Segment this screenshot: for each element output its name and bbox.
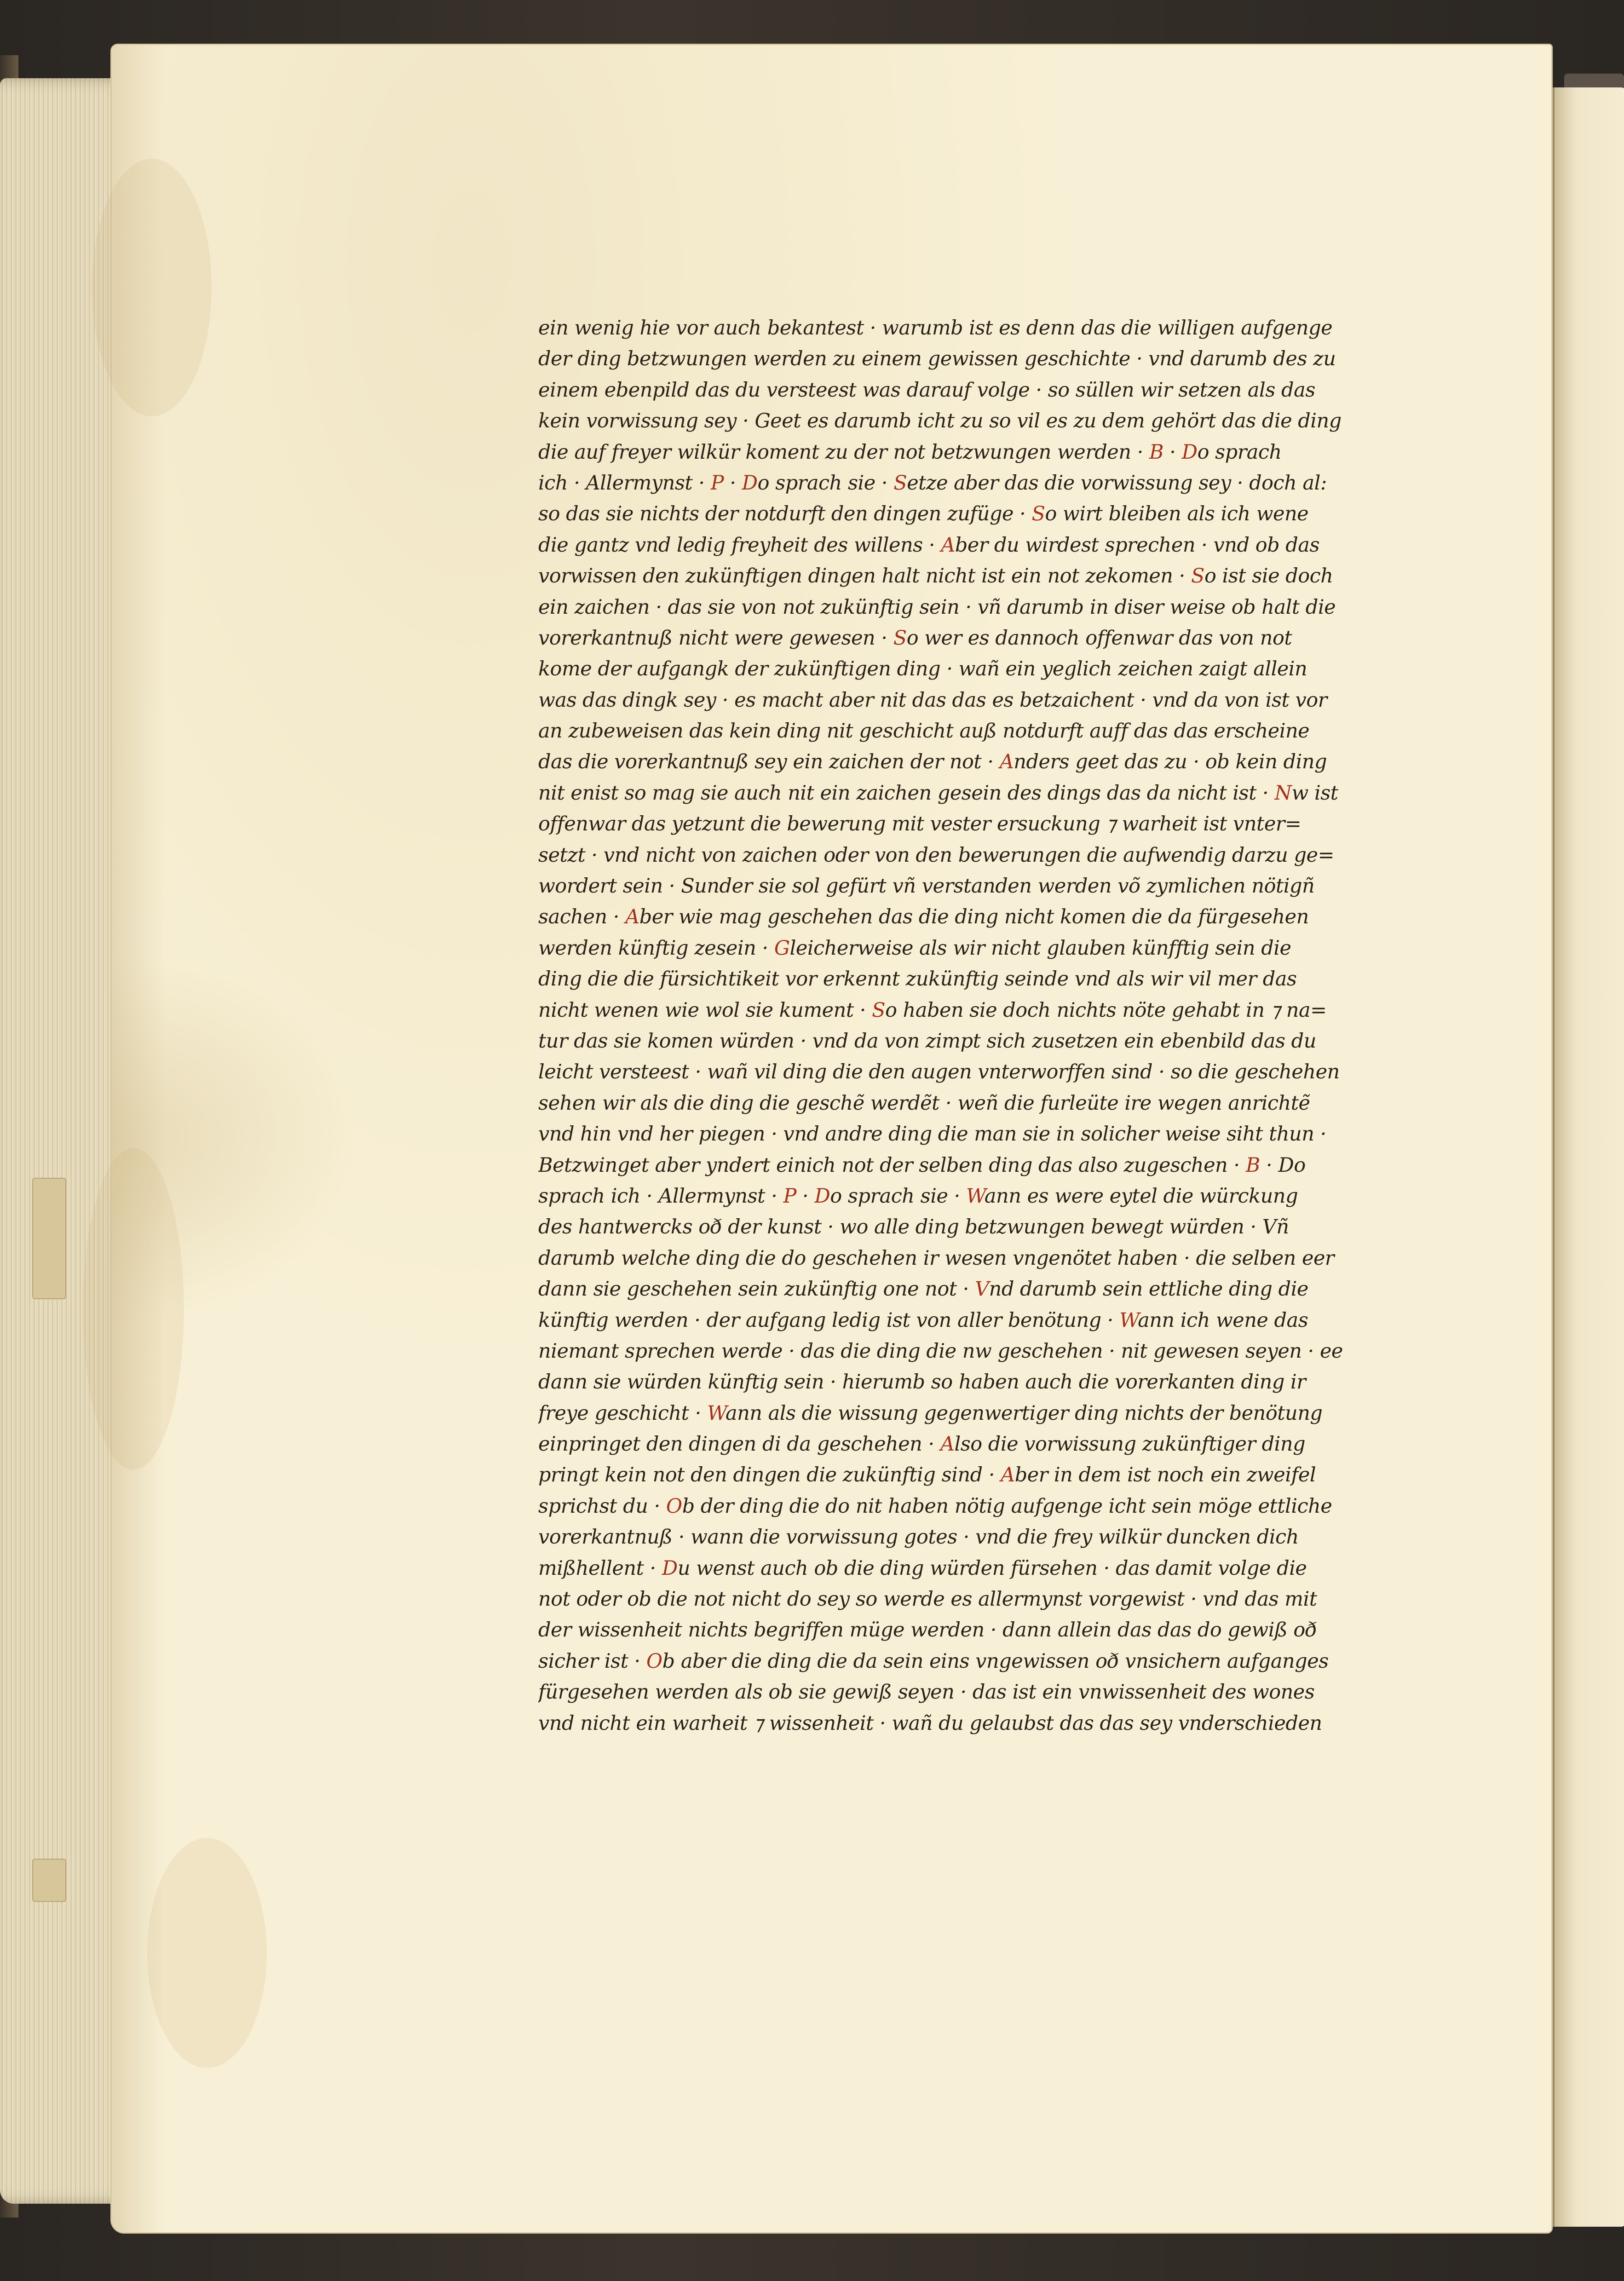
text-line: die auf freyer wilkür koment zu der not betzwungen werden · B · Do sprach — [538, 440, 1282, 464]
rubric-initial: W — [966, 1184, 985, 1208]
rubric-initial: A — [1001, 1463, 1015, 1487]
text-line: setzt · vnd nicht von zaichen oder von den bewerungen die aufwendig darzu ge= — [538, 843, 1335, 867]
rubric-initial: A — [999, 750, 1014, 774]
text-line: einpringet den dingen di da geschehen · Also die vorwissung zukünftiger ding — [538, 1433, 1306, 1456]
text-line: vorwissen den zukünftigen dingen halt nicht ist ein not zekomen · So ist sie doch — [538, 564, 1333, 588]
text-line: sehen wir als die ding die geschẽ werdẽt · weñ die furleüte ire wegen anrichtẽ — [538, 1091, 1310, 1115]
text-line: sicher ist · Ob aber die ding die da sein eins vngewissen oð vnsichern aufganges — [538, 1649, 1329, 1673]
text-line: die gantz vnd ledig freyheit des willens · Aber du wirdest sprechen · vnd ob das — [538, 533, 1320, 557]
paper-stain — [147, 1838, 267, 2068]
text-line: not oder ob die not nicht do sey so werde es allermynst vorgewist · vnd das mit — [538, 1588, 1317, 1611]
text-line: mißhellent · Du wenst auch ob die ding würden fürsehen · das damit volge die — [538, 1556, 1307, 1580]
text-line: ein zaichen · das sie von not zukünftig sein · vñ darumb in diser weise ob halt die — [538, 595, 1336, 619]
text-line: offenwar das yetzunt die bewerung mit vester ersuckung ⁊ warheit ist vnter= — [538, 812, 1302, 836]
text-line: ich · Allermynst · P · Do sprach sie · Setze aber das die vorwissung sey · doch al: — [538, 471, 1327, 495]
text-line: nicht wenen wie wol sie kument · So haben sie doch nichts nöte gehabt in ⁊ na= — [538, 998, 1327, 1022]
rubric-initial: O — [666, 1494, 682, 1518]
text-line: fürgesehen werden als ob sie gewiß seyen · das ist ein vnwissenheit des wones — [538, 1681, 1315, 1704]
text-line: tur das sie komen würden · vnd da von zimpt sich zusetzen ein ebenbild das du — [538, 1029, 1316, 1053]
rubric-initial: V — [975, 1278, 989, 1301]
rubric-initial: A — [625, 905, 639, 929]
rubric-initial: A — [940, 1433, 955, 1456]
rubric-initial: O — [646, 1649, 662, 1673]
right-page-edge — [1553, 87, 1624, 2227]
rubric-initial: G — [774, 936, 790, 960]
text-line: vnd hin vnd her piegen · vnd andre ding die man sie in solicher weise siht thun · — [538, 1123, 1326, 1146]
rubric-initial: P — [783, 1184, 796, 1208]
rubric-initial: D — [662, 1556, 678, 1580]
rubric-initial: D — [814, 1184, 830, 1208]
rubric-initial: S — [872, 998, 886, 1022]
text-line: ein wenig hie vor auch bekantest · warumb ist es denn das die willigen aufgenge — [538, 317, 1333, 340]
text-line: sprichst du · Ob der ding die do nit haben nötig aufgenge icht sein möge ettliche — [538, 1494, 1332, 1518]
rubric-initial: S — [1031, 502, 1045, 526]
text-line: das die vorerkantnuß sey ein zaichen der not · Anders geet das zu · ob kein ding — [538, 750, 1327, 774]
text-line: vnd nicht ein warheit ⁊ wissenheit · wañ du gelaubst das das sey vnderschieden — [538, 1711, 1322, 1735]
text-line: der wissenheit nichts begriffen müge werden · dann allein das das do gewiß oð — [538, 1619, 1317, 1642]
paper-tab — [32, 1178, 66, 1299]
text-line: so das sie nichts der notdurft den dingen zufüge · So wirt bleiben als ich wene — [538, 502, 1309, 526]
rubric-initial: N — [1274, 781, 1292, 805]
rubric-initial: W — [707, 1401, 726, 1425]
text-line: künftig werden · der aufgang ledig ist von aller benötung · Wann ich wene das — [538, 1308, 1308, 1332]
paper-stain — [83, 1148, 184, 1470]
text-line: dann sie geschehen sein zukünftig one not · Vnd darumb sein ettliche ding die — [538, 1278, 1308, 1301]
rubric-initial: S — [893, 471, 907, 495]
text-line: was das dingk sey · es macht aber nit das das es betzaichent · vnd da von ist vor — [538, 688, 1327, 712]
rubric-initial: B — [1245, 1153, 1260, 1177]
text-line: sachen · Aber wie mag geschehen das die ding nicht komen die da fürgesehen — [538, 905, 1309, 929]
text-line: sprach ich · Allermynst · P · Do sprach sie · Wann es were eytel die würckung — [538, 1184, 1298, 1208]
rubric-initial: A — [941, 533, 955, 557]
text-line: kein vorwissung sey · Geet es darumb icht zu so vil es zu dem gehört das die ding — [538, 409, 1342, 433]
paper-tab — [32, 1859, 66, 1902]
paper-stain — [92, 159, 212, 416]
text-line: darumb welche ding die do geschehen ir wesen vngenötet haben · die selben eer — [538, 1246, 1334, 1270]
text-line: leicht versteest · wañ vil ding die den augen vnterworffen sind · so die geschehen — [538, 1060, 1340, 1084]
rubric-initial: B — [1149, 440, 1164, 464]
rubric-initial: D — [742, 471, 758, 495]
text-line: der ding betzwungen werden zu einem gewissen geschichte · vnd darumb des zu — [538, 347, 1336, 371]
text-line: ding die die fürsichtikeit vor erkennt zukünftig seinde vnd als wir vil mer das — [538, 968, 1297, 991]
text-line: kome der aufgangk der zukünftigen ding · wañ ein yeglich zeichen zaigt allein — [538, 657, 1307, 681]
text-line: niemant sprechen werde · das die ding die nw geschehen · nit gewesen seyen · ee — [538, 1339, 1343, 1363]
text-line: einem ebenpild das du versteest was darauf volge · so süllen wir setzen als das — [538, 378, 1315, 402]
text-line: werden künftig zesein · Gleicherweise als wir nicht glauben künfftig sein die — [538, 936, 1291, 960]
text-line: pringt kein not den dingen die zukünftig sind · Aber in dem ist noch ein zweifel — [538, 1463, 1316, 1487]
text-line: vorerkantnuß nicht were gewesen · So wer es dannoch offenwar das von not — [538, 626, 1292, 650]
rubric-initial: D — [1181, 440, 1198, 464]
text-line: nit enist so mag sie auch nit ein zaichen gesein des dings das da nicht ist · Nw ist — [538, 781, 1338, 805]
rubric-initial: P — [710, 471, 724, 495]
text-line: Betzwinget aber yndert einich not der selben ding das also zugeschen · B · Do — [538, 1153, 1306, 1177]
text-line: des hantwercks oð der kunst · wo alle ding betzwungen bewegt würden · Vñ — [538, 1215, 1289, 1239]
text-line: wordert sein · Sunder sie sol gefürt vñ verstanden werden võ zymlichen nötigñ — [538, 875, 1315, 898]
text-line: vorerkantnuß · wann die vorwissung gotes · vnd die frey wilkür duncken dich — [538, 1526, 1299, 1549]
text-line: freye geschicht · Wann als die wissung gegenwertiger ding nichts der benötung — [538, 1401, 1323, 1425]
rubric-initial: S — [1191, 564, 1204, 588]
text-line: dann sie würden künftig sein · hierumb so haben auch die vorerkanten ding ir — [538, 1371, 1306, 1394]
text-line: an zubeweisen das kein ding nit geschicht auß notdurft auff das das erscheine — [538, 720, 1310, 743]
text-column — [538, 313, 1426, 1739]
rubric-initial: S — [893, 626, 907, 650]
rubric-initial: W — [1119, 1308, 1138, 1332]
